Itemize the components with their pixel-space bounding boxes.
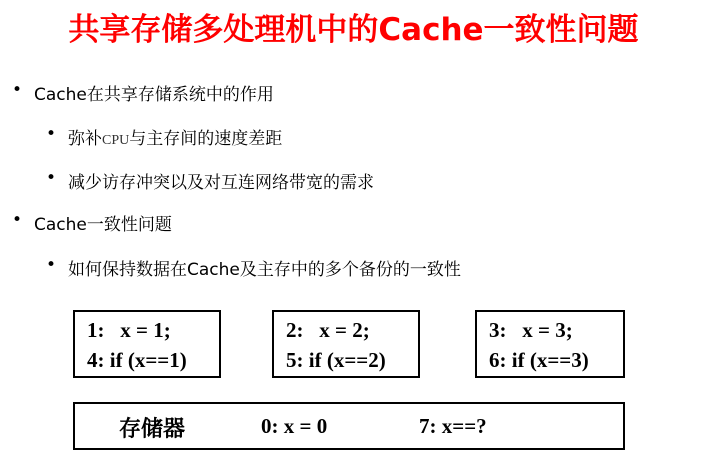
bullet-marker: • <box>46 255 57 275</box>
memory-statement-init: 0: x = 0 <box>261 414 328 438</box>
bullet-marker: • <box>12 210 23 230</box>
memory-label: 存储器 <box>119 417 186 442</box>
bullet-text-cpu: CPU <box>102 133 130 148</box>
processor-box-1 <box>73 310 221 378</box>
bullet-text-post: 与主存间的速度差距 <box>129 129 283 149</box>
processor-line-1: 2: x = 2; <box>286 318 370 342</box>
bullet-marker: • <box>46 168 57 188</box>
processor-line-2: 6: if (x==3) <box>489 348 589 372</box>
processor-box-3 <box>475 310 625 378</box>
bullet-coherence-problem <box>12 210 172 235</box>
processor-line-1: 1: x = 1; <box>87 318 171 342</box>
bullet-text: 减少访存冲突以及对互连网络带宽的需求 <box>68 173 374 193</box>
bullet-marker: • <box>46 124 57 144</box>
bullet-reduce-conflict <box>46 168 374 193</box>
bullet-text: 如何保持数据在Cache及主存中的多个备份的一致性 <box>68 260 461 280</box>
bullet-speed-gap <box>46 124 283 149</box>
bullet-cache-role <box>12 80 274 105</box>
processor-line-2: 5: if (x==2) <box>286 348 386 372</box>
bullet-marker: • <box>12 80 23 100</box>
slide-title: 共享存储多处理机中的Cache一致性问题 <box>68 12 639 48</box>
memory-box <box>73 402 625 450</box>
bullet-text: Cache在共享存储系统中的作用 <box>34 85 274 105</box>
bullet-text: Cache一致性问题 <box>34 215 172 235</box>
bullet-text-pre: 弥补 <box>68 129 102 149</box>
processor-line-1: 3: x = 3; <box>489 318 573 342</box>
memory-statement-query: 7: x==? <box>419 414 487 438</box>
bullet-keep-consistent <box>46 255 461 280</box>
processor-box-2 <box>272 310 420 378</box>
processor-line-2: 4: if (x==1) <box>87 348 187 372</box>
